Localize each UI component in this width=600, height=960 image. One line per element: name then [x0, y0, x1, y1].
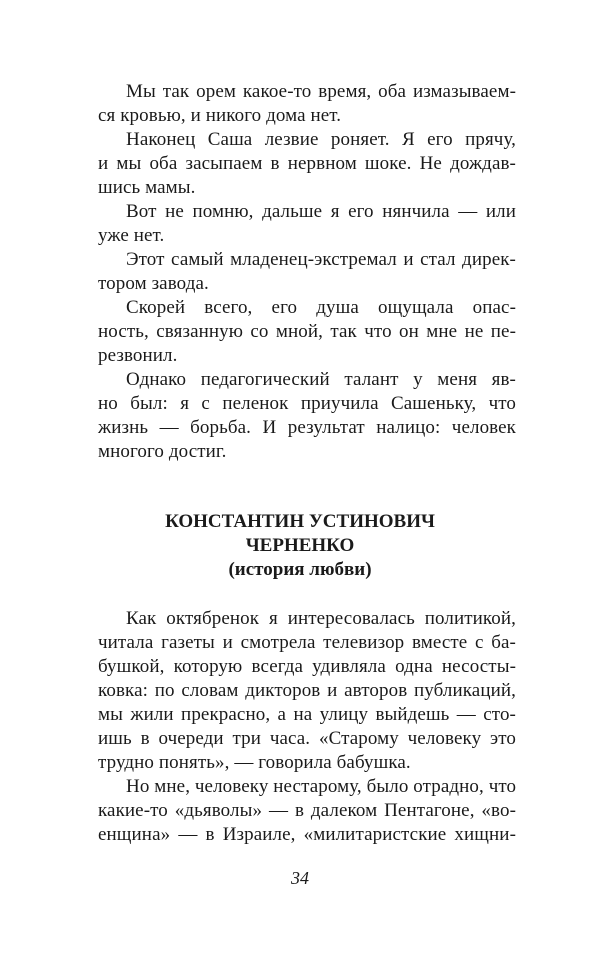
text-line: но был: я с пеленок приучила Сашеньку, что: [98, 393, 516, 414]
text-line: ность, связанную со мной, так что он мне не пе-: [98, 321, 516, 342]
text-line: шись мамы.: [98, 177, 196, 198]
text-line: ся кровью, и никого дома нет.: [98, 105, 342, 126]
text-line: Скорей всего, его душа ощущала опас-: [126, 297, 516, 318]
page-number: 34: [291, 868, 309, 888]
text-line: Вот не помню, дальше я его нянчила — или: [126, 201, 516, 222]
text-line: Мы так орем какое-то время, оба измазываем-: [126, 81, 516, 102]
text-line: какие-то «дьяволы» — в далеком Пентагоне, «во-: [98, 800, 516, 821]
text-line: жизнь — борьба. И результат налицо: человек: [98, 417, 516, 438]
text-line: резвонил.: [98, 345, 178, 366]
text-line: многого достиг.: [98, 441, 227, 462]
chapter-title-line-1: КОНСТАНТИН УСТИНОВИЧ: [165, 511, 435, 532]
text-line: и мы оба засыпаем в нервном шоке. Не дождав-: [98, 153, 516, 174]
text-line: читала газеты и смотрела телевизор вместе с ба-: [98, 632, 516, 653]
text-line: трудно понять», — говорила бабушка.: [98, 752, 411, 773]
text-line: Но мне, человеку нестарому, было отрадно, что: [126, 776, 517, 797]
text-line: мы жили прекрасно, а на улицу выйдешь — сто-: [98, 704, 516, 725]
text-line: ковка: по словам дикторов и авторов публикаций,: [98, 680, 516, 701]
text-line: тором завода.: [98, 273, 209, 294]
chapter-subtitle: (история любви): [228, 559, 372, 580]
text-line: ишь в очереди три часа. «Старому человеку это: [98, 728, 516, 749]
text-line: Этот самый младенец-экстремал и стал дирек-: [126, 249, 516, 270]
text-line: Однако педагогический талант у меня яв-: [126, 369, 516, 390]
chapter-title-line-2: ЧЕРНЕНКО: [245, 535, 355, 556]
text-line: Наконец Саша лезвие роняет. Я его прячу,: [126, 129, 516, 150]
text-line: Как октябренок я интересовалась политикой,: [126, 608, 516, 629]
text-line: бушкой, которую всегда удивляла одна несосты-: [98, 656, 516, 677]
text-line: енщина» — в Израиле, «милитаристские хищни-: [98, 824, 516, 845]
text-line: уже нет.: [98, 225, 165, 246]
